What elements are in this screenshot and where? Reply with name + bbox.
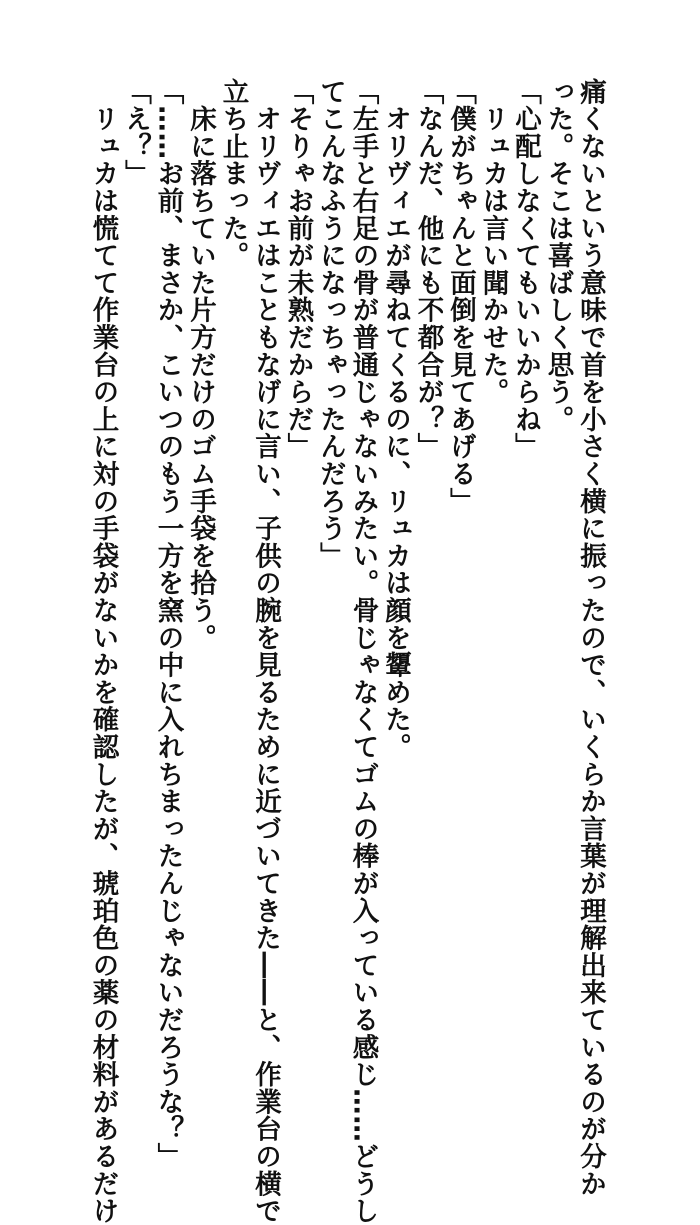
text-line: てこんなふうになっちゃったんだろう」 — [315, 78, 346, 570]
text-line: 「心配しなくてもいいからね」 — [510, 78, 541, 461]
text-line: リュカは慌てて作業台の上に対の手袋がないかを確認したが、琥珀色の薬の材料があるだけ — [87, 78, 119, 1225]
text-line: オリヴィエが尋ねてくるのに、リュカは顔を顰めた。 — [380, 78, 411, 761]
text-line: 床に落ちていた片方だけのゴム手袋を拾う。 — [185, 78, 216, 652]
text-line: った。そこは喜ばしく思う。 — [542, 78, 574, 433]
text-line: 「……お前、まさか、こいつのもう一方を窯の中に入れちまったんじゃないだろうな？」 — [152, 78, 184, 1170]
text-line: 「左手と右足の骨が普通じゃないみたい。骨じゃなくてゴムの棒が入っている感じ……どうし — [347, 78, 379, 1225]
text-line: 「なんだ、他にも不都合が？」 — [412, 78, 444, 461]
text-line: 「僕がちゃんと面倒を見てあげる」 — [445, 78, 476, 515]
text-line: 「そりゃお前が未熟だからだ」 — [282, 78, 314, 461]
text-line: 立ち止まった。 — [217, 78, 249, 270]
vertical-text-body — [86, 78, 606, 1225]
text-line: オリヴィエはこともなげに言い、子供の腕を見るために近づいてきた――と、作業台の横で — [250, 78, 281, 1225]
text-line: リュカは言い聞かせた。 — [477, 78, 509, 406]
text-line: 痛くないという意味で首を小さく横に振ったので、いくらか言葉が理解出来ているのが分か — [575, 78, 606, 1198]
text-line: 「え？」 — [120, 78, 151, 188]
